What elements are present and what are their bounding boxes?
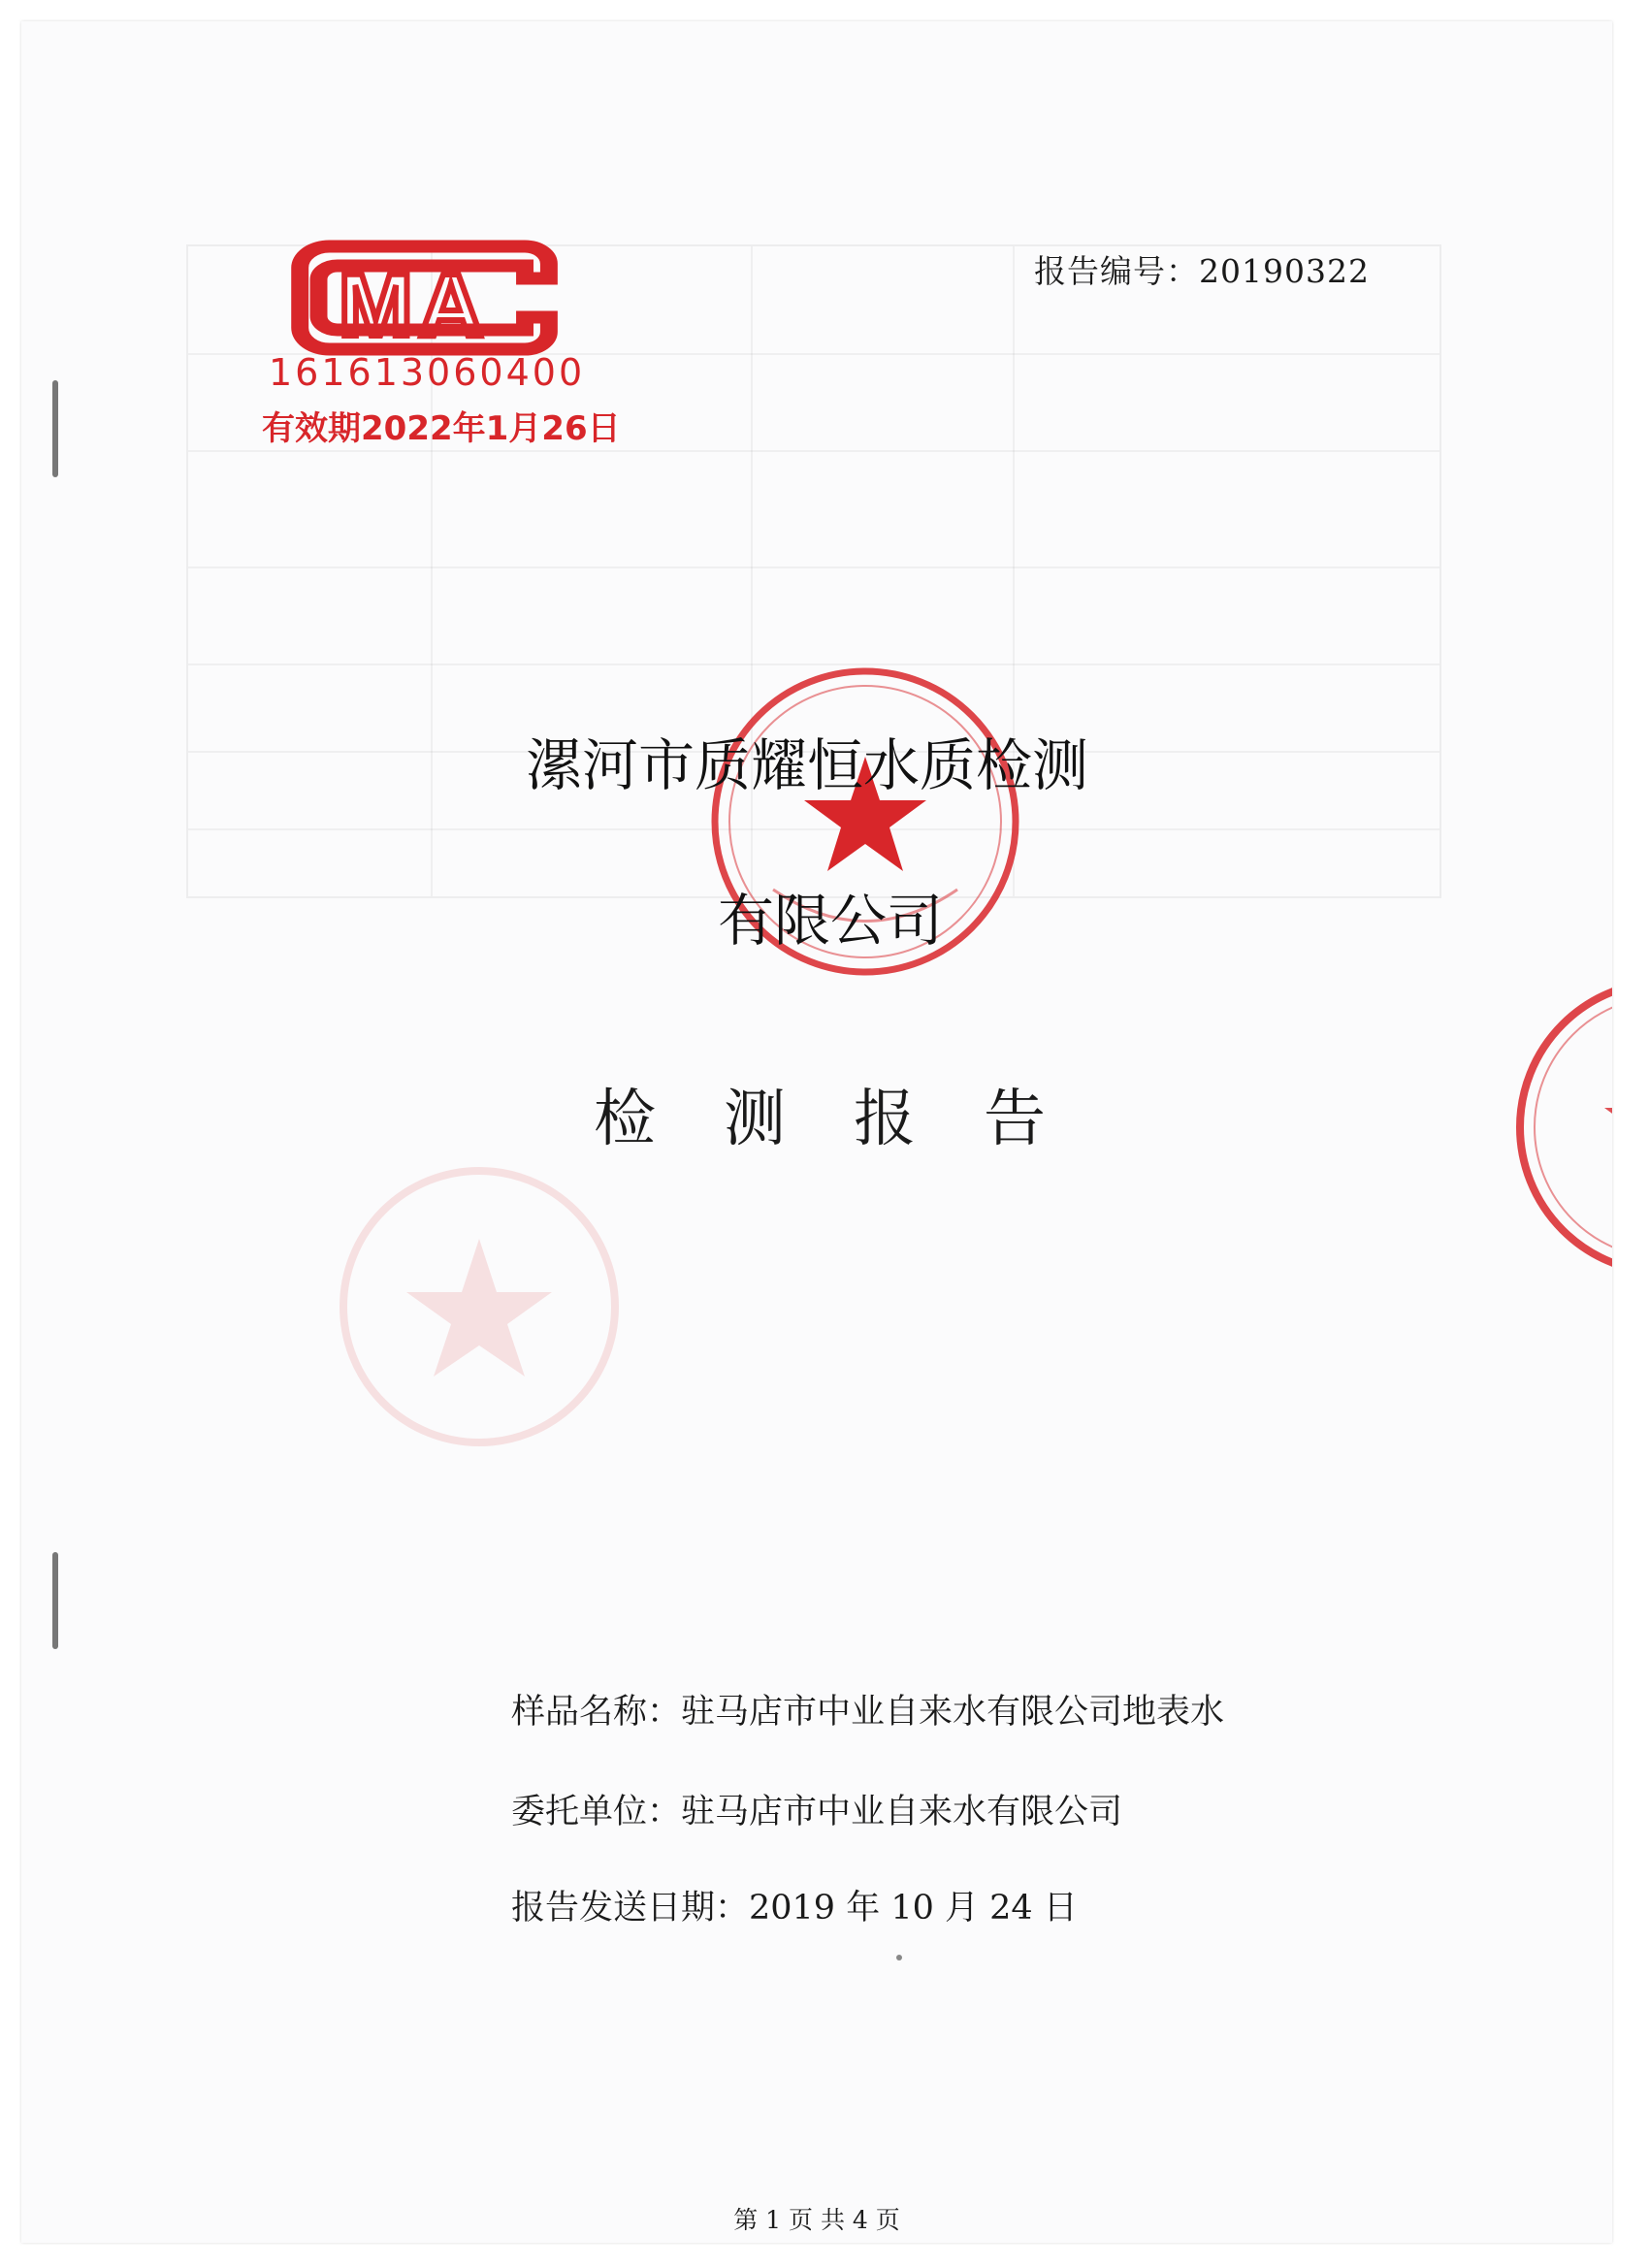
report-number: 报告编号：20190322 <box>1034 252 1370 290</box>
company-name-line1: 漯河市质耀恒水质检测 <box>526 732 1089 798</box>
sample-name: 样品名称：驻马店市中业自来水有限公司地表水 <box>511 1693 1225 1732</box>
cma-validity: 有效期2022年1月26日 <box>262 409 621 448</box>
speck <box>896 1955 902 1960</box>
staple-top <box>52 380 58 477</box>
company-name-line2: 有限公司 <box>718 888 944 954</box>
partial-seal-right <box>1505 967 1612 1287</box>
cma-number: 161613060400 <box>269 351 586 394</box>
ghost-seal <box>334 1161 625 1452</box>
document-page <box>21 21 1612 2243</box>
document-title: 检测报告 <box>594 1084 1114 1155</box>
cma-mark: MA <box>339 256 490 355</box>
page-footer: 第 1 页 共 4 页 <box>733 2206 900 2234</box>
report-date: 报告发送日期：2019 年 10 月 24 日 <box>511 1889 1078 1928</box>
client-unit: 委托单位：驻马店市中业自来水有限公司 <box>511 1793 1123 1831</box>
staple-bottom <box>52 1552 58 1649</box>
